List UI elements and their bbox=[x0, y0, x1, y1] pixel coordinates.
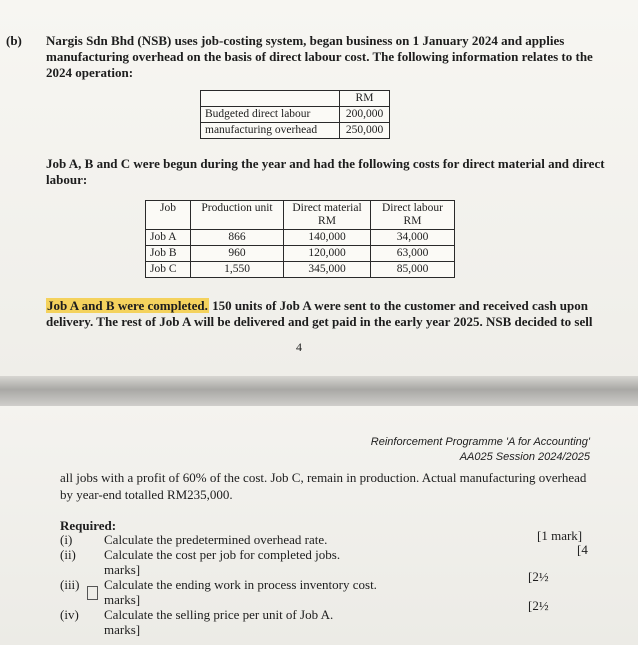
item-mark: [2½ bbox=[528, 598, 549, 613]
table-row bbox=[201, 123, 390, 139]
item-text: Calculate the cost per job for completed jobs. bbox=[104, 547, 341, 562]
jobs-header-labour: Direct labour RM bbox=[371, 201, 455, 230]
job-material: 140,000 bbox=[284, 230, 371, 246]
table-row bbox=[201, 107, 390, 123]
jobs-intro-line-1: Job A, B and C were begun during the year and had the following costs for direct material and direct bbox=[46, 156, 605, 171]
session-label: AA025 Session 2024/2025 bbox=[459, 451, 590, 463]
jobs-intro-line-2: labour: bbox=[46, 172, 88, 187]
intro-line-2: manufacturing overhead on the basis of direct labour cost. The following information relates to the bbox=[46, 49, 593, 64]
continuation-line-2: by year-end totalled RM235,000. bbox=[60, 487, 233, 502]
jobs-header-job: Job bbox=[146, 201, 191, 230]
jobs-header-material: Direct material RM bbox=[284, 201, 371, 230]
item-text: Calculate the selling price per unit of Job A. bbox=[104, 607, 334, 622]
job-units: 866 bbox=[191, 230, 284, 246]
table-row bbox=[146, 230, 455, 246]
budget-header-blank bbox=[201, 91, 340, 107]
job-name: Job A bbox=[146, 230, 191, 246]
item-mark: [1 mark] bbox=[537, 528, 583, 543]
budget-label: manufacturing overhead bbox=[201, 123, 340, 139]
item-num: (i) bbox=[60, 532, 73, 547]
budget-value: 250,000 bbox=[340, 123, 390, 139]
programme-title: Reinforcement Programme 'A for Accounting' bbox=[370, 436, 590, 448]
item-mark-cont: marks] bbox=[104, 562, 141, 577]
continuation-line-1: all jobs with a profit of 60% of the cost. Job C, remain in production. Actual manufacturing overhead bbox=[60, 470, 587, 485]
item-mark-cont: marks] bbox=[104, 622, 141, 637]
item-mark: [4 bbox=[577, 542, 588, 557]
item-num: (iii) bbox=[60, 577, 80, 592]
item-text: Calculate the predetermined overhead rate. bbox=[104, 532, 328, 547]
job-units: 960 bbox=[191, 246, 284, 262]
completed-rest: 150 units of Job A were sent to the customer and received cash upon bbox=[208, 298, 588, 313]
item-mark-cont: marks] bbox=[104, 592, 141, 607]
section-label: (b) bbox=[6, 33, 22, 48]
jobs-table bbox=[145, 200, 455, 278]
completed-line-1 bbox=[46, 298, 588, 314]
intro-line-3: 2024 operation: bbox=[46, 65, 134, 80]
job-material: 120,000 bbox=[284, 246, 371, 262]
table-row bbox=[146, 201, 455, 230]
completed-line-2: delivery. The rest of Job A will be delivered and get paid in the early year 2025. NSB decided to sell bbox=[46, 314, 593, 329]
intro-line-1: Nargis Sdn Bhd (NSB) uses job-costing system, began business on 1 January 2024 and applies bbox=[46, 33, 565, 48]
table-row bbox=[146, 262, 455, 278]
job-labour: 34,000 bbox=[371, 230, 455, 246]
job-labour: 85,000 bbox=[371, 262, 455, 278]
item-num: (iv) bbox=[60, 607, 79, 622]
budget-label: Budgeted direct labour bbox=[201, 107, 340, 123]
job-units: 1,550 bbox=[191, 262, 284, 278]
table-row bbox=[146, 246, 455, 262]
job-labour: 63,000 bbox=[371, 246, 455, 262]
job-name: Job C bbox=[146, 262, 191, 278]
budget-value: 200,000 bbox=[340, 107, 390, 123]
page-number: 4 bbox=[296, 340, 302, 354]
job-material: 345,000 bbox=[284, 262, 371, 278]
item-num: (ii) bbox=[60, 547, 76, 562]
page-gap bbox=[0, 376, 638, 406]
item-mark: [2½ bbox=[528, 569, 549, 584]
highlighted-text: Job A and B were completed. bbox=[47, 298, 208, 313]
required-title: Required: bbox=[60, 518, 117, 533]
budget-header-rm: RM bbox=[340, 91, 390, 107]
budget-table bbox=[200, 90, 390, 139]
job-name: Job B bbox=[146, 246, 191, 262]
item-text: Calculate the ending work in process inventory cost. bbox=[104, 577, 377, 592]
jobs-header-units: Production unit bbox=[191, 201, 284, 230]
table-row bbox=[201, 91, 390, 107]
checkbox-icon bbox=[87, 586, 98, 600]
